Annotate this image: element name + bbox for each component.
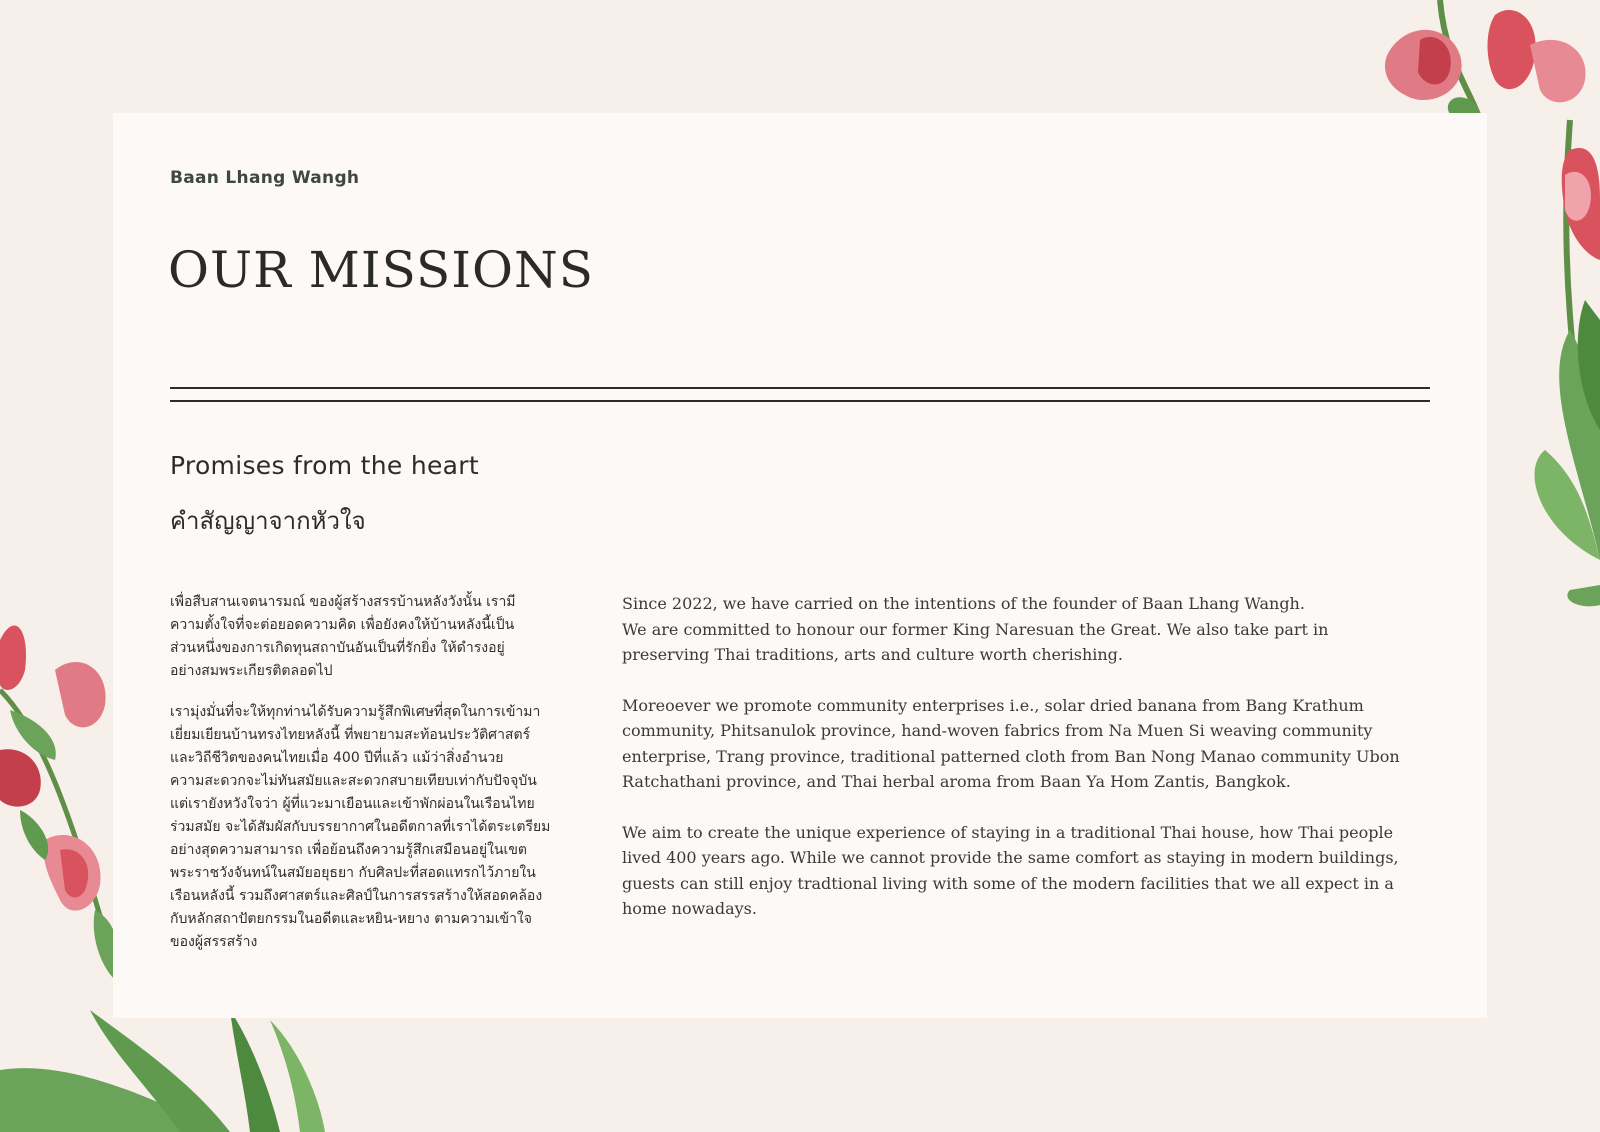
- divider-line-top: [170, 387, 1430, 389]
- english-paragraph-3: [622, 820, 1422, 922]
- brand-name: Baan Lhang Wangh: [170, 168, 360, 188]
- text-line: อย่างสมพระเกียรติตลอดไป: [170, 663, 333, 679]
- text-line: lived 400 years ago. While we cannot provide the same comfort as staying in modern buildings,: [622, 848, 1399, 867]
- divider-line-bottom: [170, 400, 1430, 402]
- text-line: เยี่ยมเยียนบ้านทรงไทยหลังนี้ ที่พยายามสะท้อนประวัติศาสตร์: [170, 727, 531, 743]
- text-line: ส่วนหนึ่งของการเกิดทุนสถาบันอันเป็นที่รักยิ่ง ให้ดำรงอยู่: [170, 640, 505, 656]
- text-line: ร่วมสมัย จะได้สัมผัสกับบรรยากาศในอดีตกาลที่เราได้ตระเตรียม: [170, 819, 551, 835]
- text-line: กับหลักสถาปัตยกรรมในอดีตและหยิน-หยาง ตามความเข้าใจ: [170, 911, 532, 927]
- english-text-column: [622, 591, 1422, 947]
- english-paragraph-2: [622, 693, 1422, 795]
- text-line: ของผู้สรรสร้าง: [170, 934, 258, 950]
- flower-decoration-left: [0, 610, 130, 990]
- text-line: We are committed to honour our former King Naresuan the Great. We also take part in: [622, 619, 1329, 639]
- text-line: และวิถีชีวิตของคนไทยเมื่อ 400 ปีที่แล้ว แม้ว่าสิ่งอำนวย: [170, 750, 504, 766]
- leaf-decoration-bottom-left: [0, 1010, 330, 1132]
- text-line: ความสะดวกจะไม่ทันสมัยและสะดวกสบายเทียบเท่ากับปัจจุบัน: [170, 773, 537, 789]
- subtitle-thai: คำสัญญาจากหัวใจ: [170, 507, 366, 535]
- text-line: We aim to create the unique experience of staying in a traditional Thai house, how Thai people: [622, 822, 1394, 842]
- text-line: Moreoever we promote community enterprises i.e., solar dried banana from Bang Krathum: [622, 695, 1364, 715]
- text-line: guests can still enjoy tradtional living with some of the modern facilities that we all expect in a: [622, 873, 1394, 893]
- text-line: แต่เรายังหวังใจว่า ผู้ที่แวะมาเยือนและเข้าพักผ่อนในเรือนไทย: [170, 796, 535, 812]
- thai-text-column: [170, 591, 570, 972]
- thai-paragraph-2: [170, 701, 570, 954]
- page-title: OUR MISSIONS: [168, 241, 594, 299]
- text-line: preserving Thai traditions, arts and culture worth cherishing.: [622, 645, 1124, 664]
- text-line: community, Phitsanulok province, hand-woven fabrics from Na Muen Si weaving community: [622, 721, 1373, 740]
- text-line: home nowadays.: [622, 899, 757, 918]
- text-line: เรามุ่งมั่นที่จะให้ทุกท่านได้รับความรู้สึกพิเศษที่สุดในการเข้ามา: [170, 704, 541, 720]
- thai-paragraph-1: [170, 591, 570, 683]
- text-line: ความตั้งใจที่จะต่อยอดความคิด เพื่อยังคงให้บ้านหลังนี้เป็น: [170, 617, 515, 633]
- english-paragraph-1: [622, 591, 1422, 668]
- content-card: [113, 113, 1487, 1018]
- text-line: enterprise, Trang province, traditional patterned cloth from Ban Nong Manao community Ubon: [622, 746, 1400, 766]
- subtitle-english: Promises from the heart: [170, 451, 479, 480]
- text-line: เรือนหลังนี้ รวมถึงศาสตร์และศิลป์ในการสรรสร้างให้สอดคล้อง: [170, 888, 543, 904]
- text-line: Ratchathani province, and Thai herbal aroma from Baan Ya Hom Zantis, Bangkok.: [622, 772, 1291, 791]
- text-line: พระราชวังจันทน์ในสมัยอยุธยา กับศิลปะที่สอดแทรกไว้ภายใน: [170, 865, 536, 881]
- text-line: เพื่อสืบสานเจตนารมณ์ ของผู้สร้างสรรบ้านหลังวังนั้น เรามี: [170, 594, 516, 610]
- text-line: Since 2022, we have carried on the intentions of the founder of Baan Lhang Wangh.: [622, 594, 1305, 613]
- text-line: อย่างสุดความสามารถ เพื่อย้อนถึงความรู้สึกเสมือนอยู่ในเขต: [170, 842, 527, 858]
